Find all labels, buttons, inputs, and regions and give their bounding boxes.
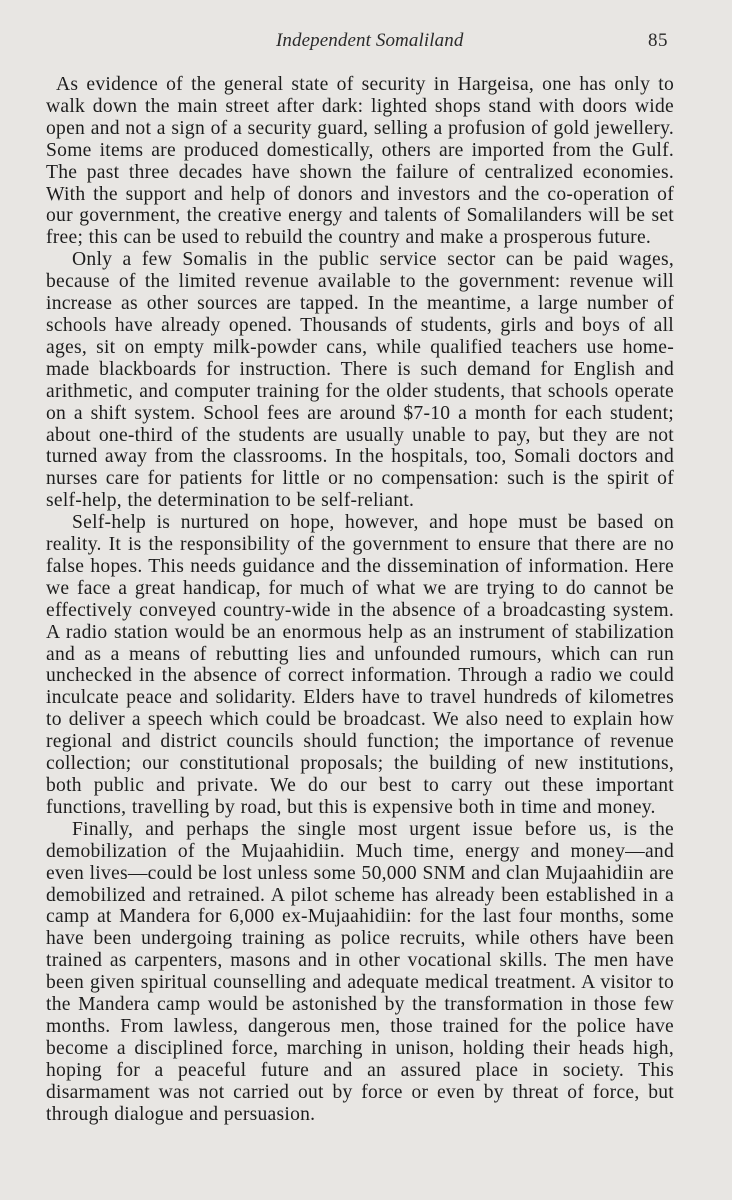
paragraph-public-service: Only a few Somalis in the public service sector can be paid wages, because of the limited revenue available to the government: revenue will increase as other sources are tapped. In the meantime, a large number of schools have already opened. Thousands of students, girls and boys of all ages, sit on empty milk-powder cans, while qualified teachers use home-made blackboards for instruction. There is such demand for English and arithmetic, and computer training for the older students, that schools operate on a shift system. School fees are around $7-10 a month for each student; about one-third of the students are usually unable to pay, but they are not turned away from the classrooms. In the hospitals, too, Somali doctors and nurses care for patients for little or no compensation: such is the spirit of self-help, the determination to be self-reliant.	[46, 249, 674, 512]
paragraph-self-help: Self-help is nurtured on hope, however, and hope must be based on reality. It is the responsibility of the government to ensure that there are no false hopes. This needs guidance and the dissemination of information. Here we face a great handicap, for much of what we are trying to do cannot be effectively conveyed country-wide in the absence of a broadcasting system. A radio station would be an enormous help as an instrument of stabilization and as a means of rebutting lies and unfounded rumours, which can run unchecked in the absence of correct information. Through a radio we could inculcate peace and solidarity. Elders have to travel hundreds of kilometres to deliver a speech which could be broadcast. We also need to explain how regional and district councils should function; the importance of revenue collection; our constitutional proposals; the building of new institutions, both public and private. We do our best to carry out these important functions, travelling by road, but this is expensive both in time and money.	[46, 512, 674, 818]
page-number: 85	[648, 30, 668, 51]
running-title: Independent Somaliland	[276, 30, 464, 51]
body-text	[46, 74, 674, 1126]
paragraph-demobilization: Finally, and perhaps the single most urgent issue before us, is the demobilization of the Mujaahidiin. Much time, energy and money—and even lives—could be lost unless some 50,000 SNM and clan Mujaahidiin are demobilized and retrained. A pilot scheme has already been established in a camp at Mandera for 6,000 ex-Mujaahidiin: for the last four months, some have been undergoing training as police recruits, while others have been trained as carpenters, masons and in other vocational skills. The men have been given spiritual counselling and adequate medical treatment. A visitor to the Mandera camp would be astonished by the transformation in those few months. From lawless, dangerous men, those trained for the police have become a disciplined force, marching in unison, holding their heads high, hoping for a peaceful future and an assured place in society. This disarmament was not carried out by force or even by threat of force, but through dialogue and persuasion.	[46, 818, 674, 1125]
running-head	[0, 30, 732, 60]
paragraph-security: As evidence of the general state of security in Hargeisa, one has only to walk down the main street after dark: lighted shops stand with doors wide open and not a sign of a security guard, selling a profusion of gold jewellery. Some items are produced domestically, others are imported from the Gulf. The past three decades have shown the failure of centralized economies. With the support and help of donors and investors and the co-operation of our government, the creative energy and talents of Somalilanders will be set free; this can be used to rebuild the country and make a prosperous future.	[46, 74, 674, 249]
